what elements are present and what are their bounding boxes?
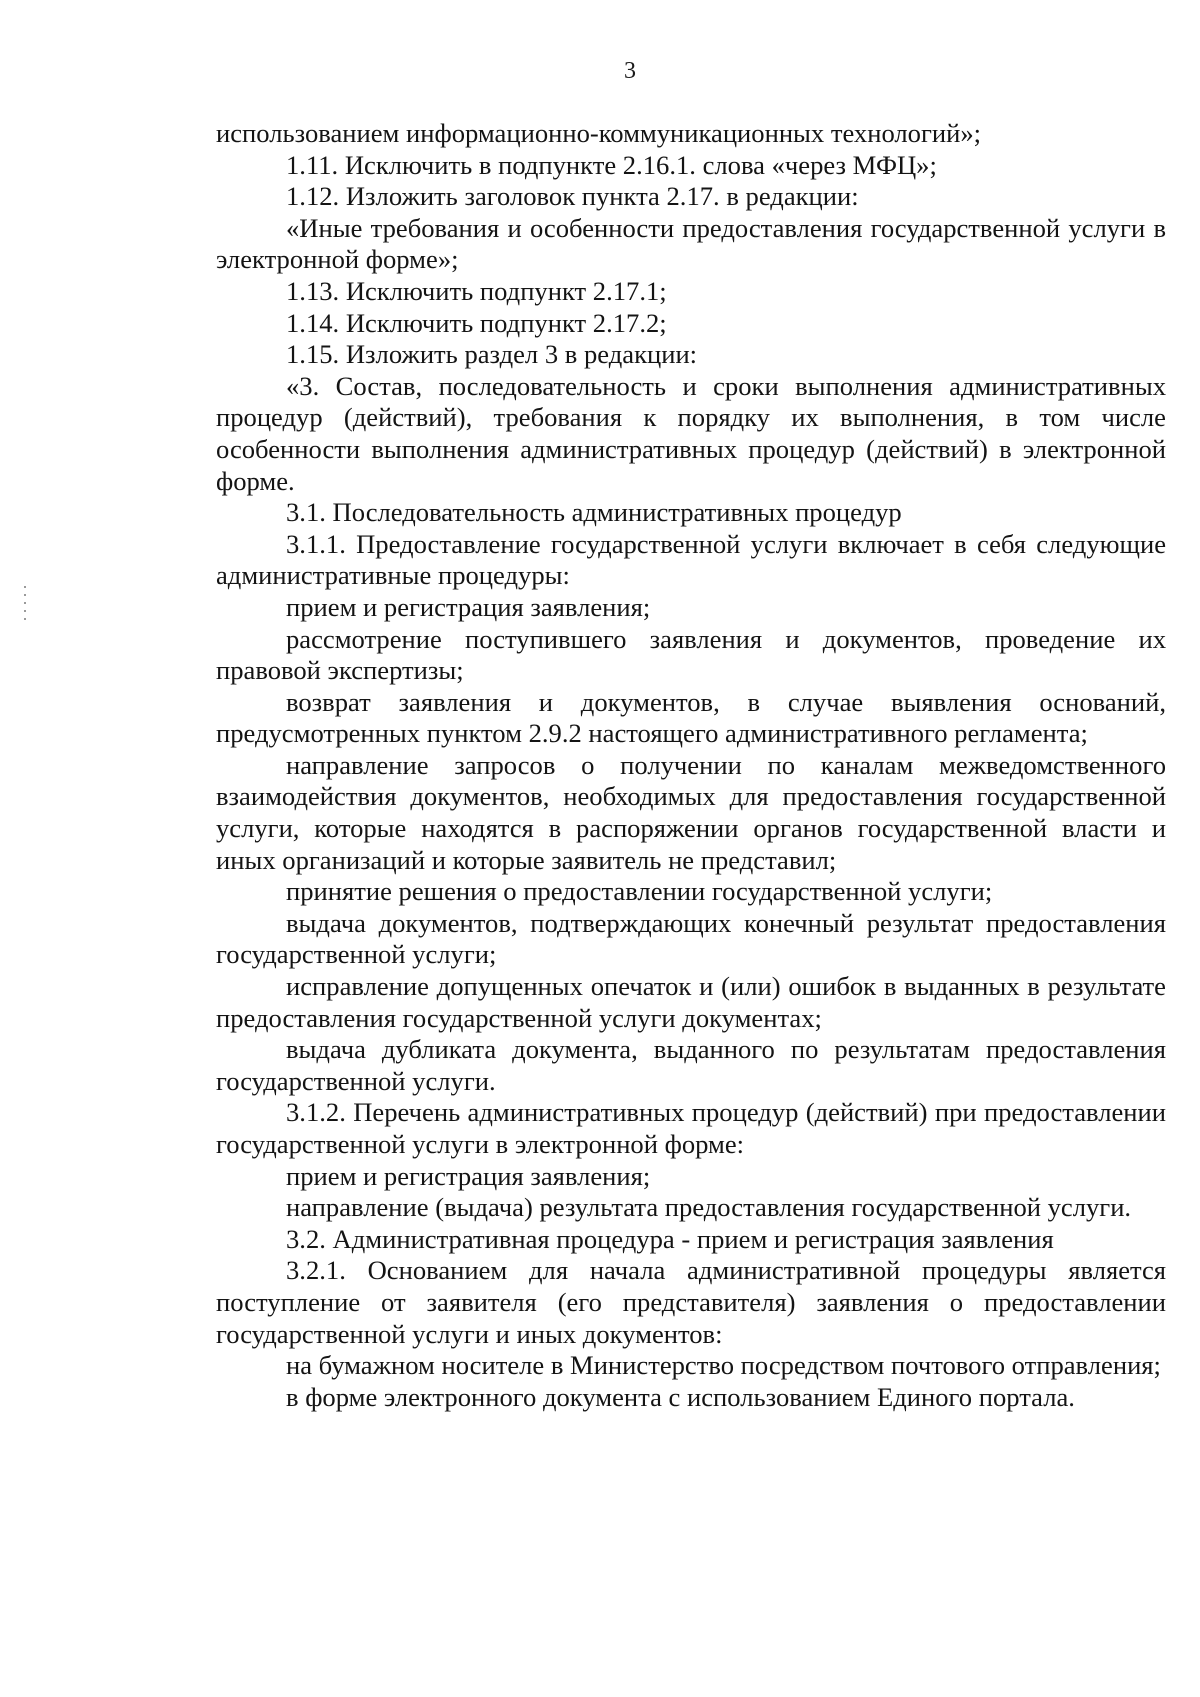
paragraph: выдача документов, подтверждающих конечный результат предоставления государственной услуги; [216,907,1166,970]
paragraph: «Иные требования и особенности предоставления государственной услуги в электронной форме»; [216,212,1166,275]
paragraph: возврат заявления и документов, в случае выявления оснований, предусмотренных пунктом 2.9.2 настоящего административного регламента; [216,686,1166,749]
page-number: 3 [624,58,636,84]
paragraph: принятие решения о предоставлении государственной услуги; [286,876,993,907]
paragraph: прием и регистрация заявления; [286,1160,651,1191]
paragraph: рассмотрение поступившего заявления и документов, проведение их правовой экспертизы; [216,623,1166,686]
paragraph: 3.2. Административная процедура - прием и регистрация заявления [286,1223,1054,1254]
paragraph: 1.13. Исключить подпункт 2.17.1; [286,275,667,306]
paragraph: 1.12. Изложить заголовок пункта 2.17. в редакции: [286,181,859,212]
paragraph: прием и регистрация заявления; [286,591,651,622]
paragraph: 1.11. Исключить в подпункте 2.16.1. слова «через МФЦ»; [286,149,937,180]
paragraph: 3.2.1. Основанием для начала административной процедуры является поступление от заявителя (его представителя) заявления о предоставлении государственной услуги и иных документов: [216,1255,1166,1349]
scan-artifact [24,586,30,630]
document-body [216,118,1166,1413]
paragraph: «3. Состав, последовательность и сроки выполнения административных процедур (действий), требования к порядку их выполнения, в том числе особенности выполнения административных процедур (действий) в электронной форме. [216,370,1166,496]
paragraph: использованием информационно-коммуникационных технологий»; [216,118,982,148]
paragraph: направление запросов о получении по каналам межведомственного взаимодействия документов, необходимых для предоставления государственной услуги, которые находятся в распоряжении органов государственной власти и иных организаций и которые заявитель не представил; [216,749,1166,875]
paragraph: 3.1. Последовательность административных процедур [286,497,902,528]
paragraph: 1.15. Изложить раздел 3 в редакции: [286,339,698,370]
paragraph: выдача дубликата документа, выданного по результатам предоставления государственной услуги. [216,1034,1166,1096]
paragraph: 3.1.1. Предоставление государственной услуги включает в себя следующие административные процедуры: [216,528,1166,591]
paragraph: исправление допущенных опечаток и (или) ошибок в выданных в результате предоставления государственной услуги документах; [216,971,1166,1033]
paragraph: направление (выдача) результата предоставления государственной услуги. [286,1192,1132,1223]
paragraph: 3.1.2. Перечень административных процедур (действий) при предоставлении государственной услуги в электронной форме: [216,1097,1166,1159]
paragraph: в форме электронного документа с использованием Единого портала. [286,1381,1075,1412]
paragraph: 1.14. Исключить подпункт 2.17.2; [286,307,667,338]
paragraph: на бумажном носителе в Министерство посредством почтового отправления; [286,1350,1161,1381]
